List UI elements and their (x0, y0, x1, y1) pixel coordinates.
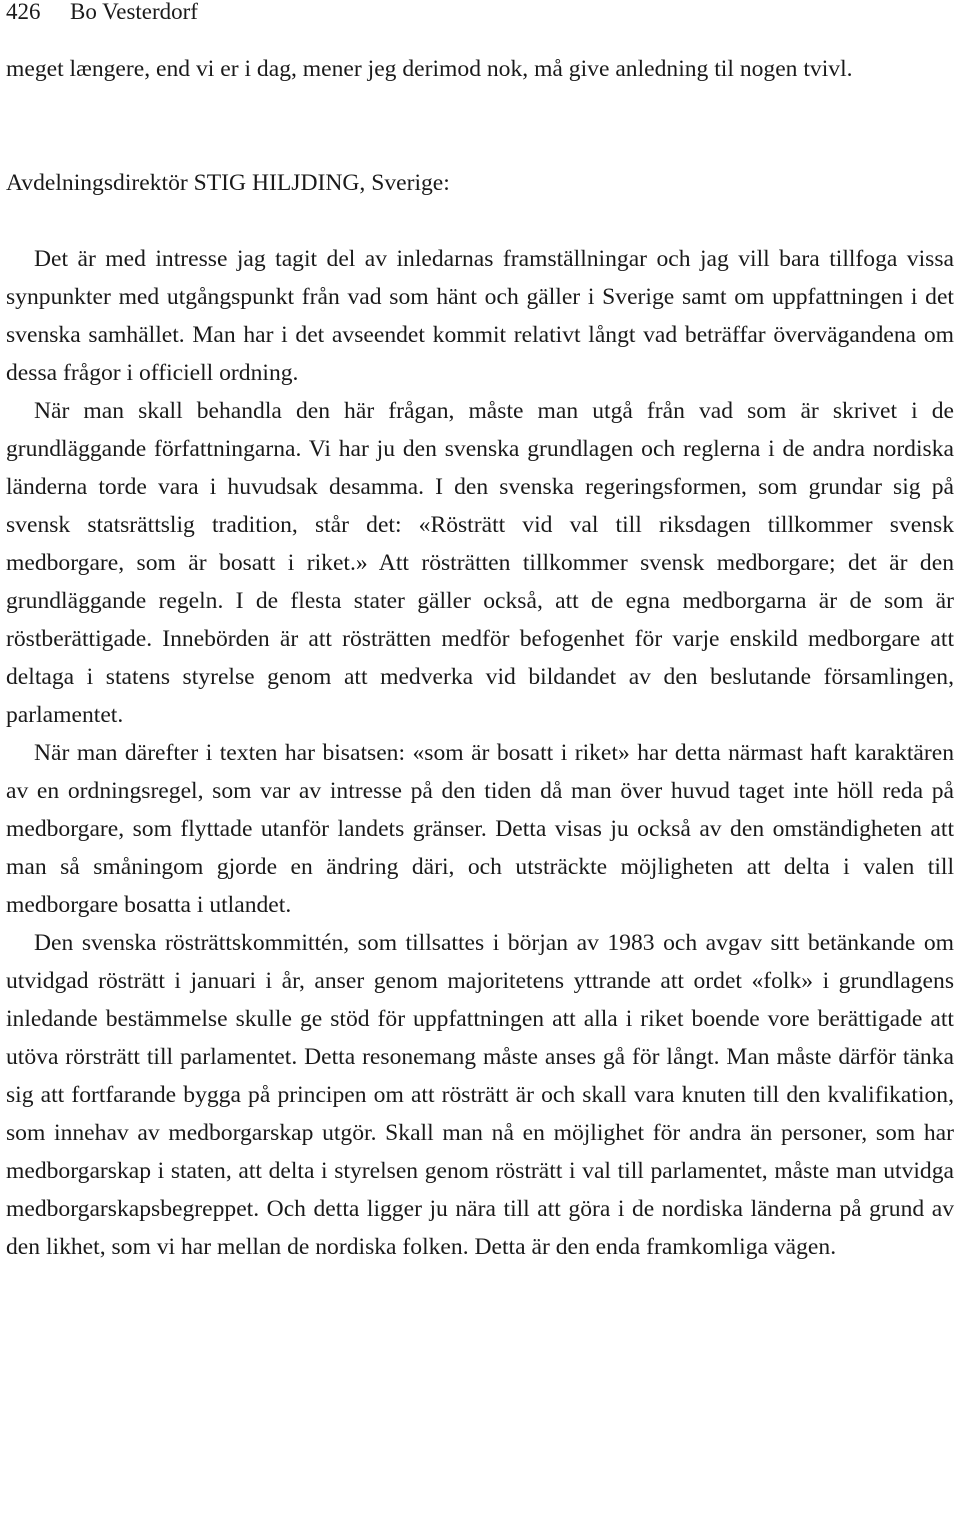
body-text (6, 50, 954, 1266)
page-number: 426 (6, 0, 41, 24)
paragraph-continuation: meget længere, end vi er i dag, mener jeg derimod nok, må give anledning til nogen tvivl. (6, 56, 853, 82)
paragraph-2: När man skall behandla den här frågan, måste man utgå från vad som är skrivet i de grundläggande författningarna. Vi har ju den svenska grundlagen och reglerna i de andra nordiska länderna torde vara i huvudsak desamma. I den svenska regeringsformen, som grundar sig på svensk statsrättslig tradition, står det: «Rösträtt vid val till riksdagen tillkommer svensk medborgare, som är bosatt i riket.» Att rösträtten tillkommer svensk medborgare; det är den grundläggande regeln. I de flesta stater gäller också, att de egna medborgarna är de som är röstberättigade. Innebörden är att rösträtten medför befogenhet för varje enskild medborgare att deltaga i statens styrelse genom att medverka vid bildandet av den beslutande församlingen, parlamentet. (6, 398, 954, 728)
paragraph-4: Den svenska rösträttskommittén, som tillsattes i början av 1983 och avgav sitt betänkande om utvidgad rösträtt i januari i år, anser genom majoritetens yttrande att ordet «folk» i grundlagens inledande bestämmelse skulle ge stöd för uppfattningen att alla i riket boende vore berättigade att utöva rörsträtt till parlamentet. Detta resonemang måste anses gå för långt. Man måste därför tänka sig att fortfarande bygga på principen om att rösträtt är och skall vara knuten till den kvalifikation, som innehav av medborgarskap utgör. Skall man nå en möjlighet för andra än personer, som har medborgarskap i staten, att delta i styrelsen genom rösträtt i val till parlamentet, måste man utvidga medborgarskapsbegreppet. Och detta ligger ju nära till att göra i de nordiska länderna på grund av den likhet, som vi har mellan de nordiska folken. Detta är den enda framkomliga vägen. (6, 930, 954, 1260)
paragraph-3: När man därefter i texten har bisatsen: «som är bosatt i riket» har detta närmast haft karaktären av en ordningsregel, som var av intresse på den tiden då man över huvud taget inte höll reda på medborgare, som flyttade utanför landets gränser. Detta visas ju också av den omständigheten att man så småningom gjorde en ändring däri, och utsträckte möjligheten att delta i valen till medborgare bosatta i utlandet. (6, 740, 954, 918)
running-head-author: Bo Vesterdorf (70, 0, 198, 24)
speaker-heading: Avdelningsdirektör STIG HILJDING, Sverige: (6, 170, 450, 196)
running-head (6, 0, 198, 26)
paragraph-1: Det är med intresse jag tagit del av inledarnas framställningar och jag vill bara tillfoga vissa synpunkter med utgångspunkt från vad som hänt och gäller i Sverige samt om uppfattningen i det svenska samhället. Man har i det avseendet kommit relativt långt vad beträffar övervägandena om dessa frågor i officiell ordning. (6, 246, 954, 386)
